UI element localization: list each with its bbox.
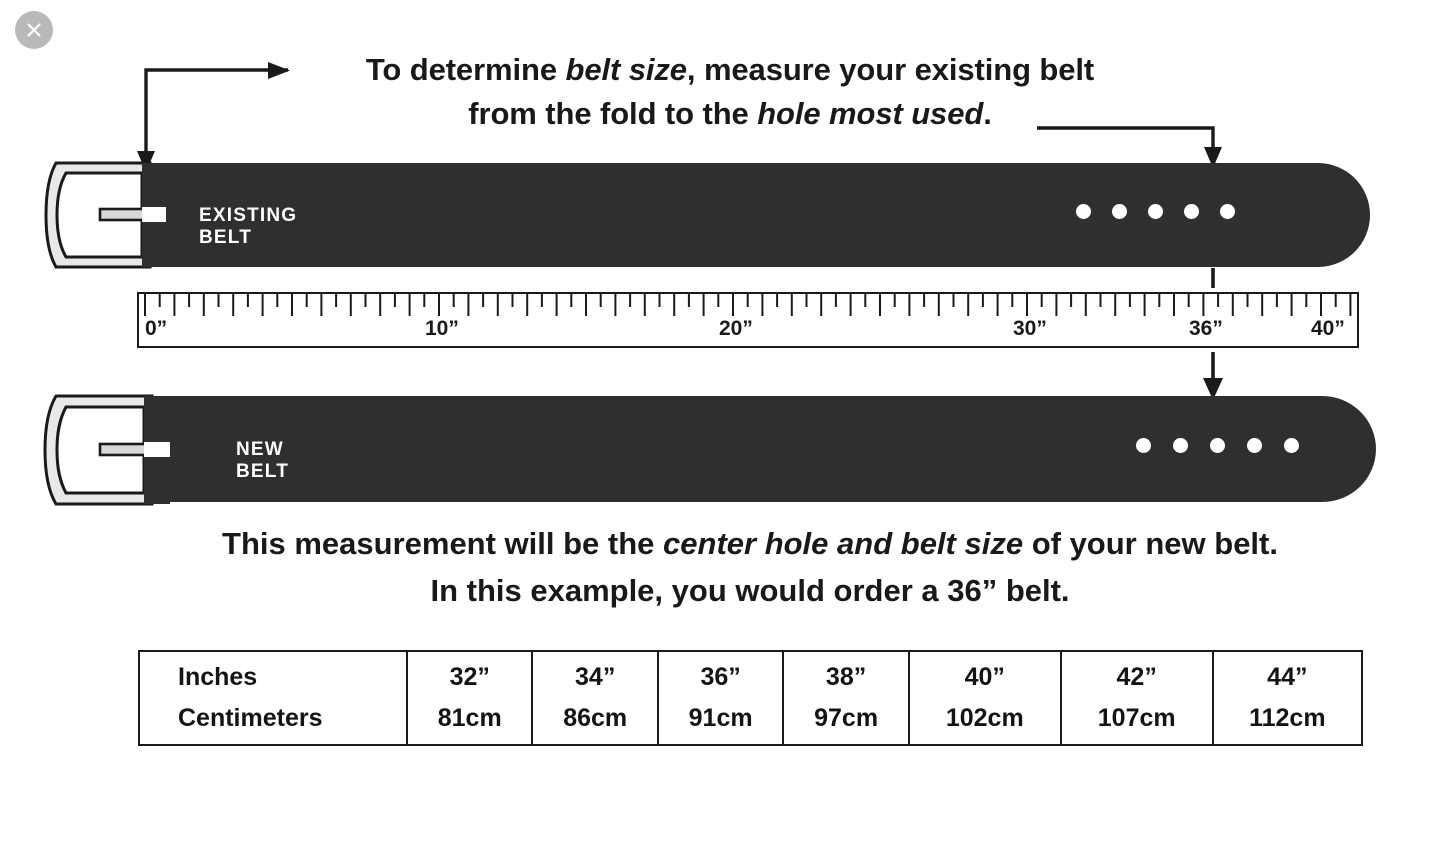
ruler-label-10: 10” [425,317,459,340]
table-row [139,651,1362,698]
belt-hole [1112,204,1127,219]
cell-cm-1: 86cm [532,698,657,745]
ruler-label-30: 30” [1013,317,1047,340]
top-instruction-line2: from the fold to the hole most used. [468,96,992,132]
new-belt-buckle-icon [40,382,170,518]
close-button[interactable] [15,11,53,49]
top-instruction-line1: To determine belt size, measure your existing belt [365,52,1095,87]
bottom-instruction-line1: This measurement will be the center hole and belt size of your new belt. [222,526,1278,561]
belt-hole [1148,204,1163,219]
belt-hole [1076,204,1091,219]
row-header-inches: Inches [178,662,258,691]
new-belt-holes [1136,438,1299,453]
belt-hole [1284,438,1299,453]
ruler-label-40: 40” [1311,317,1345,340]
table-row [139,698,1362,745]
belt-hole [1210,438,1225,453]
cell-inches-0: 32” [407,651,532,698]
ruler [137,292,1359,348]
belt-hole [1247,438,1262,453]
belt-hole [1184,204,1199,219]
belt-hole [1220,204,1235,219]
cell-inches-1: 34” [532,651,657,698]
cell-inches-6: 44” [1213,651,1362,698]
cell-inches-2: 36” [658,651,783,698]
ruler-label-36: 36” [1189,317,1223,340]
fold-arrow [146,70,288,152]
cell-cm-0: 81cm [407,698,532,745]
existing-belt-buckle-icon [42,149,166,281]
bottom-instruction-line2: In this example, you would order a 36” belt. [430,572,1070,608]
row-header-centimeters: Centimeters [178,703,323,732]
cell-inches-3: 38” [783,651,908,698]
cell-cm-4: 102cm [909,698,1061,745]
bottom-instruction-text [120,521,1380,614]
new-belt-label: NEW BELT [236,439,289,482]
close-icon [24,20,44,40]
top-instruction-text [280,48,1180,136]
cell-inches-4: 40” [909,651,1061,698]
cell-cm-3: 97cm [783,698,908,745]
ruler-label-20: 20” [719,317,753,340]
cell-cm-6: 112cm [1213,698,1362,745]
cell-cm-5: 107cm [1061,698,1213,745]
belt-hole [1136,438,1151,453]
size-conversion-table [138,650,1363,746]
cell-cm-2: 91cm [658,698,783,745]
ruler-label-0: 0” [145,317,168,340]
existing-belt-label: EXISTING BELT [199,205,298,248]
cell-inches-5: 42” [1061,651,1213,698]
existing-belt-holes [1076,204,1235,219]
belt-hole [1173,438,1188,453]
